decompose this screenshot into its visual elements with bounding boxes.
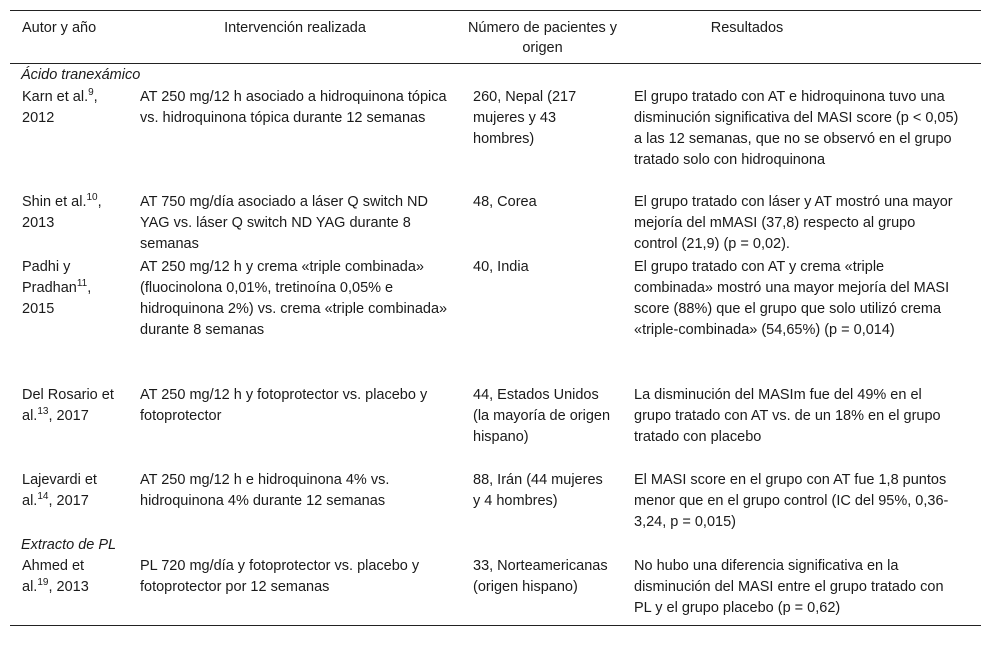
header-patients: Número de pacientes y origen <box>467 20 618 56</box>
header-intervention: Intervención realizada <box>224 20 366 36</box>
cell-results: El grupo tratado con AT y crema «triple combinada» mostró una mayor mejoría del MASI score (88%) que el grupo que solo utilizó crema «triple-combinada» (54,65%) (p = 0,014) <box>634 259 950 338</box>
cell-intervention: PL 720 mg/día y fotoprotector vs. placebo y fotoprotector por 12 semanas <box>140 558 420 595</box>
cell-intervention: AT 250 mg/12 h e hidroquinona 4% vs. hidroquinona 4% durante 12 semanas <box>140 472 390 509</box>
table-row <box>10 470 981 535</box>
cell-results: No hubo una diferencia significativa en la disminución del MASI entre el grupo tratado con PL y el grupo placebo (p = 0,62) <box>634 558 944 616</box>
section-title: Extracto de PL <box>21 537 117 553</box>
cell-results: La disminución del MASIm fue del 49% en el grupo tratado con AT vs. de un 18% en el grupo tratado con placebo <box>634 387 941 445</box>
cell-author: Lajevardi et al.$^{14}$, 2017 <box>22 472 97 509</box>
section-title: Ácido tranexámico <box>21 67 141 83</box>
table-header <box>10 11 981 64</box>
cell-intervention: AT 750 mg/día asociado a láser Q switch ND YAG vs. láser Q switch ND YAG durante 8 semanas <box>140 194 428 252</box>
table-row <box>10 257 981 385</box>
cell-results: El MASI score en el grupo con AT fue 1,8 puntos menor que en el grupo control (IC del 95%, 0,36-3,24, p = 0,015) <box>634 472 949 530</box>
cell-results: El grupo tratado con AT e hidroquinona tuvo una disminución significativa del MASI score (p < 0,05) a las 12 semanas, que no se observó en el grupo tratado solo con hidroquinona <box>634 89 959 168</box>
cell-intervention: AT 250 mg/12 h asociado a hidroquinona tópica vs. hidroquinona tópica durante 12 semanas <box>140 89 447 126</box>
cell-results: El grupo tratado con láser y AT mostró una mayor mejoría del mMASI (37,8) respecto al grupo control (21,9) (p = 0,02). <box>634 194 953 252</box>
cell-patients: 260, Nepal (217 mujeres y 43 hombres) <box>473 89 577 147</box>
header-author: Autor y año <box>22 20 97 36</box>
table-row <box>10 87 981 192</box>
cell-patients: 48, Corea <box>473 194 537 210</box>
cell-author: Padhi y Pradhan$^{11}$, 2015 <box>22 259 92 317</box>
cell-patients: 88, Irán (44 mujeres y 4 hombres) <box>473 472 603 509</box>
table-row <box>10 556 981 625</box>
cell-patients: 44, Estados Unidos (la mayoría de origen hispano) <box>473 387 611 445</box>
cell-author: Del Rosario et al.$^{13}$, 2017 <box>22 387 114 424</box>
cell-patients: 40, India <box>473 259 529 275</box>
cell-intervention: AT 250 mg/12 h y fotoprotector vs. placebo y fotoprotector <box>140 387 428 424</box>
header-results: Resultados <box>710 20 784 36</box>
table-row <box>10 385 981 470</box>
results-table <box>10 10 981 626</box>
cell-intervention: AT 250 mg/12 h y crema «triple combinada» (fluocinolona 0,01%, tretinoína 0,05% e hidroquinona 2%) vs. crema «triple combinada» durante 8 semanas <box>140 259 448 338</box>
table-row <box>10 192 981 257</box>
cell-author: Karn et al.$^9$, 2012 <box>22 87 98 126</box>
cell-author: Shin et al.$^{10}$, 2013 <box>22 192 102 231</box>
cell-patients: 33, Norteamericanas (origen hispano) <box>473 558 608 595</box>
cell-author: Ahmed et al.$^{19}$, 2013 <box>22 558 89 595</box>
